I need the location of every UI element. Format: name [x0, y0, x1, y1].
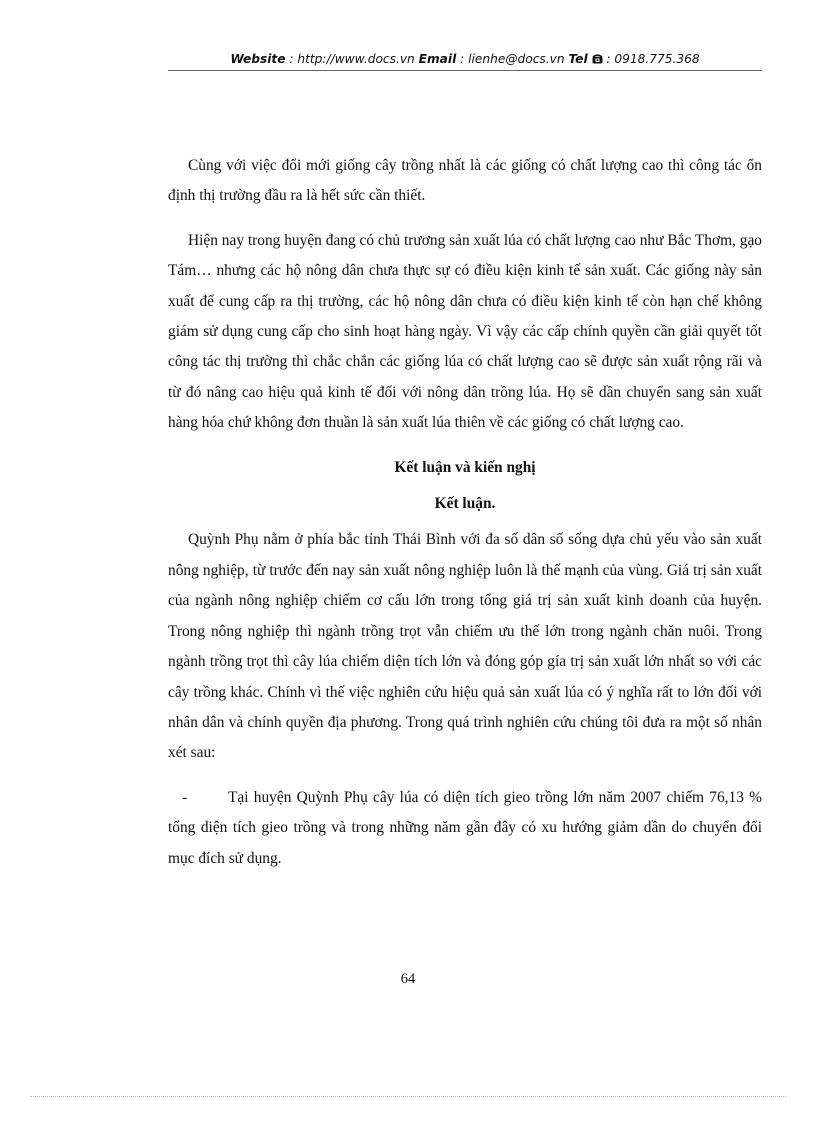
paragraph-quynh-phu: Quỳnh Phụ nằm ở phía bắc tỉnh Thái Bình với đa số dân số sống dựa chủ yếu vào sản xuất nông nghiệp, từ trước đến nay sản xuất nông nghiệp luôn là thế mạnh của vùng. Giá trị sản xuất của ngành nông nghiệp chiếm cơ cấu lớn trong tổng giá trị sản xuất kinh doanh của huyện. Trong nông nghiệp thì ngành trồng trọt vẫn chiếm ưu thế lớn trong ngành chăn nuôi. Trong ngành trồng trọt thì cây lúa chiếm diện tích lớn và đóng góp gía trị sản xuất lớn nhất so với các cây trồng khác. Chính vì thế việc nghiên cứu hiệu quả sản xuất lúa có ý nghĩa rất to lớn đối với nhân dân và chính quyền địa phương. Trong quá trình nghiên cứu chúng tôi đưa ra một số nhân xét sau: — [168, 531, 762, 762]
phone-icon — [592, 52, 603, 66]
paragraph-market: Cùng với việc đổi mới giống cây trồng nhất là các giống có chất lượng cao thì công tác ổn định thị trường đầu ra là hết sức cần thiết. — [168, 157, 762, 205]
document-body — [168, 151, 762, 874]
header-divider — [168, 70, 762, 71]
website-label: Website — [230, 52, 286, 66]
section-heading-conclusion: Kết luận. — [434, 495, 496, 513]
page-number: 64 — [400, 971, 416, 987]
section-heading-conclusion-recommendation: Kết luận và kiến nghị — [394, 458, 536, 476]
email-value: : lienhe@docs.vn — [456, 52, 569, 66]
tel-label: Tel — [568, 52, 588, 66]
bullet-text: Tại huyện Quỳnh Phụ cây lúa có diện tích gieo trồng lớn năm 2007 chiếm 76,13 % tổng diện tích gieo trồng và trong những năm gần đây có xu hướng giảm dần do chuyển đổi mục đích sử dụng. — [168, 788, 762, 867]
paragraph-policy: Hiện nay trong huyện đang có chủ trương sản xuất lúa có chất lượng cao như Bắc Thơm, gạo Tám… nhưng các hộ nông dân chưa thực sự có điều kiện kinh tế sản xuất. Các giống này sản xuất để cung cấp ra thị trường, các hộ nông dân chưa có điều kiện kinh tế còn hạn chế không giám sử dụng cung cấp cho sinh hoạt hàng ngày. Vì vậy các cấp chính quyền cần giải quyết tốt công tác thị trường thì chắc chắn các giống lúa có chất lượng cao sẽ được sản xuất rộng rãi và từ đó nâng cao hiệu quả kinh tế đối với nông dân trồng lúa. Họ sẽ dần chuyển sang sản xuất hàng hóa chứ không đơn thuần là sản xuất lúa thiên về các giống có chất lượng cao. — [168, 231, 762, 432]
page-header — [168, 52, 762, 66]
website-value: : http://www.docs.vn — [285, 52, 419, 66]
footer-divider — [30, 1096, 786, 1097]
email-label: Email — [418, 52, 457, 66]
bullet-item — [168, 783, 762, 874]
bullet-marker: - — [182, 788, 188, 806]
tel-value: : 0918.775.368 — [602, 52, 700, 66]
